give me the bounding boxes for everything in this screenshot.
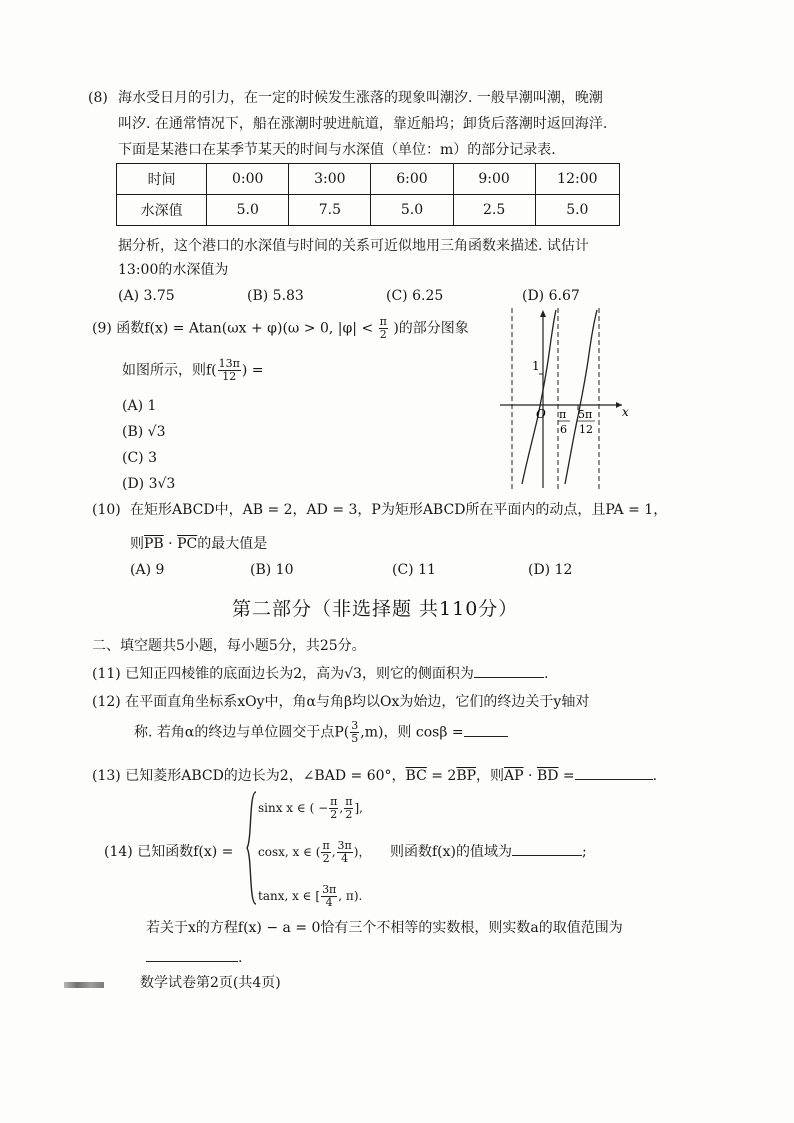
q10-option-a: (A) 9 [130, 562, 165, 578]
table-cell: 5.0 [371, 195, 453, 226]
tick-5pi12-den: 12 [579, 423, 593, 436]
y-axis-arrow [540, 310, 546, 317]
q8-line2: 叫汐. 在通常情况下，船在涨潮时驶进航道，靠近船坞；卸货后落潮时返回海洋. [118, 116, 608, 132]
q11-number: (11) [92, 666, 121, 682]
q9-tangent-graph [498, 306, 638, 492]
q10-line1: 在矩形ABCD中，AB = 2，AD = 3，P为矩形ABCD所在平面内的动点，且PA = 1， [130, 502, 668, 518]
vector-bd: $\overline{BD}$ [536, 768, 559, 784]
table-cell: 12:00 [535, 164, 619, 195]
q8-option-b: (B) 5.83 [247, 288, 304, 304]
tan-branch-2 [565, 310, 597, 484]
q8-after1: 据分析，这个港口的水深值与时间的关系可近似地用三角函数来描述. 试估计 [118, 238, 589, 254]
table-cell: 5.0 [535, 195, 619, 226]
q14-answer-blank-2 [146, 961, 238, 962]
q14-text-b: 则函数f(x)的值域为 ; [390, 844, 587, 860]
q14-case3: tanx, x ∈ [ $\frac{3\pi}{4}$ , π). [258, 883, 363, 909]
section2-heading: 二、填空题共5小题，每小题5分，共25分。 [92, 638, 366, 654]
q13-answer-blank [575, 779, 653, 780]
q14-number: (14) [104, 844, 133, 860]
x-axis-label: x [622, 405, 629, 419]
q8-number: (8) [88, 90, 108, 106]
section2-title: 第二部分（非选择题 共110分） [232, 598, 519, 620]
q9-stem-b: )的部分图象 [393, 320, 469, 337]
q9-number: (9) [92, 320, 112, 337]
q12-number: (12) [92, 694, 121, 710]
q14-brace [246, 790, 258, 906]
table-row [117, 195, 620, 226]
q8-option-d: (D) 6.67 [522, 288, 580, 304]
q10-option-c: (C) 11 [392, 562, 436, 578]
table-cell: 5.0 [207, 195, 289, 226]
page-footer: 数学试卷第2页(共4页) [140, 975, 281, 991]
vector-pb: $\overline{PB}$ [144, 536, 164, 552]
q14-line-next: 若关于x的方程f(x) − a = 0恰有三个不相等的实数根，则实数a的取值范围为 [146, 920, 623, 936]
table-cell: 6:00 [371, 164, 453, 195]
table-row [117, 164, 620, 195]
q9-line2: 如图所示，则f( $\frac{13\pi}{12}$ ) = [122, 357, 264, 383]
q9-frac: $\frac{13\pi}{12}$ [218, 357, 240, 383]
q8-line1: 海水受日月的引力，在一定的时候发生涨落的现象叫潮汐. 一般早潮叫潮，晚潮 [118, 90, 603, 106]
q14-case2: cosx, x ∈ ( $\frac{\pi}{2}$ , $\frac{3\pi}{4}$ )， [258, 839, 371, 865]
q10-option-b: (B) 10 [250, 562, 294, 578]
q9-stem-a: 函数f(x) = Atan(ωx + φ)(ω > 0, |φ| < [116, 320, 374, 337]
q8-option-a: (A) 3.75 [118, 288, 175, 304]
q9-option-d: (D) 3√3 [122, 476, 176, 492]
q11-answer-blank [474, 677, 544, 678]
q9-option-c: (C) 3 [122, 450, 157, 466]
vector-pc: $\overline{PC}$ [177, 536, 198, 552]
q13: (13) 已知菱形ABCD的边长为2，∠BAD = 60°，$\overline{BC} = 2\overline{BP}$，则$\overline{AP} \cdot \overline{BD}$ = . [92, 768, 658, 784]
table-cell: 0:00 [207, 164, 289, 195]
y-tick-label: 1 [532, 359, 540, 373]
q14-case1: sinx x ∈ ( − $\frac{\pi}{2}$ , $\frac{\pi}{2}$ ], [258, 795, 363, 821]
tan-branch-1 [522, 310, 556, 484]
vector-bc: $\overline{BC}$ [405, 768, 427, 784]
q8-option-c: (C) 6.25 [386, 288, 444, 304]
table-cell: 7.5 [289, 195, 371, 226]
table-cell: 9:00 [453, 164, 535, 195]
q13-number: (13) [92, 768, 121, 784]
tick-pi6-den: 6 [560, 423, 567, 436]
q12-line2: 称. 若角α的终边与单位圆交于点P( $\frac{3}{5}$ ,m)，则 cosβ = [134, 720, 508, 745]
q9-option-a: (A) 1 [122, 398, 157, 414]
table-cell: 3:00 [289, 164, 371, 195]
q12-line1: (12) 在平面直角坐标系xOy中，角α与角β均以Ox为始边，它们的终边关于y轴对 [92, 694, 590, 710]
tick-5pi12-num: 5π [578, 408, 593, 421]
q12-answer-blank [464, 736, 508, 737]
origin-label: O [536, 407, 546, 421]
vector-ap: $\overline{AP}$ [504, 768, 524, 784]
q10-line2: 则$\overline{PB} \cdot \overline{PC}$的最大值是 [130, 536, 268, 552]
q12-frac: $\frac{3}{5}$ [351, 719, 359, 745]
q14-lead: (14) 已知函数f(x) = [104, 844, 234, 860]
table-cell: 水深值 [117, 195, 207, 226]
table-cell: 时间 [117, 164, 207, 195]
q9-stem [92, 316, 469, 341]
tide-table [116, 163, 620, 226]
q9-option-b: (B) √3 [122, 424, 166, 440]
scan-mark [64, 982, 104, 988]
q10-number: (10) [92, 502, 121, 518]
q8-after2: 13:00的水深值为 [118, 262, 229, 278]
q10-option-d: (D) 12 [528, 562, 573, 578]
q14-answer-blank-1 [512, 855, 582, 856]
tick-pi6-num: π [559, 408, 567, 421]
q11: (11) 已知正四棱锥的底面边长为2，高为√3，则它的侧面积为 . [92, 666, 549, 682]
q14-line-blank: . [146, 946, 242, 970]
table-cell: 2.5 [453, 195, 535, 226]
q9-stem-frac: $\frac{\pi}{2}$ [379, 315, 387, 341]
vector-bp: $\overline{BP}$ [456, 768, 477, 784]
q8-line3: 下面是某港口在某季节某天的时间与水深值（单位：m）的部分记录表. [118, 142, 556, 158]
